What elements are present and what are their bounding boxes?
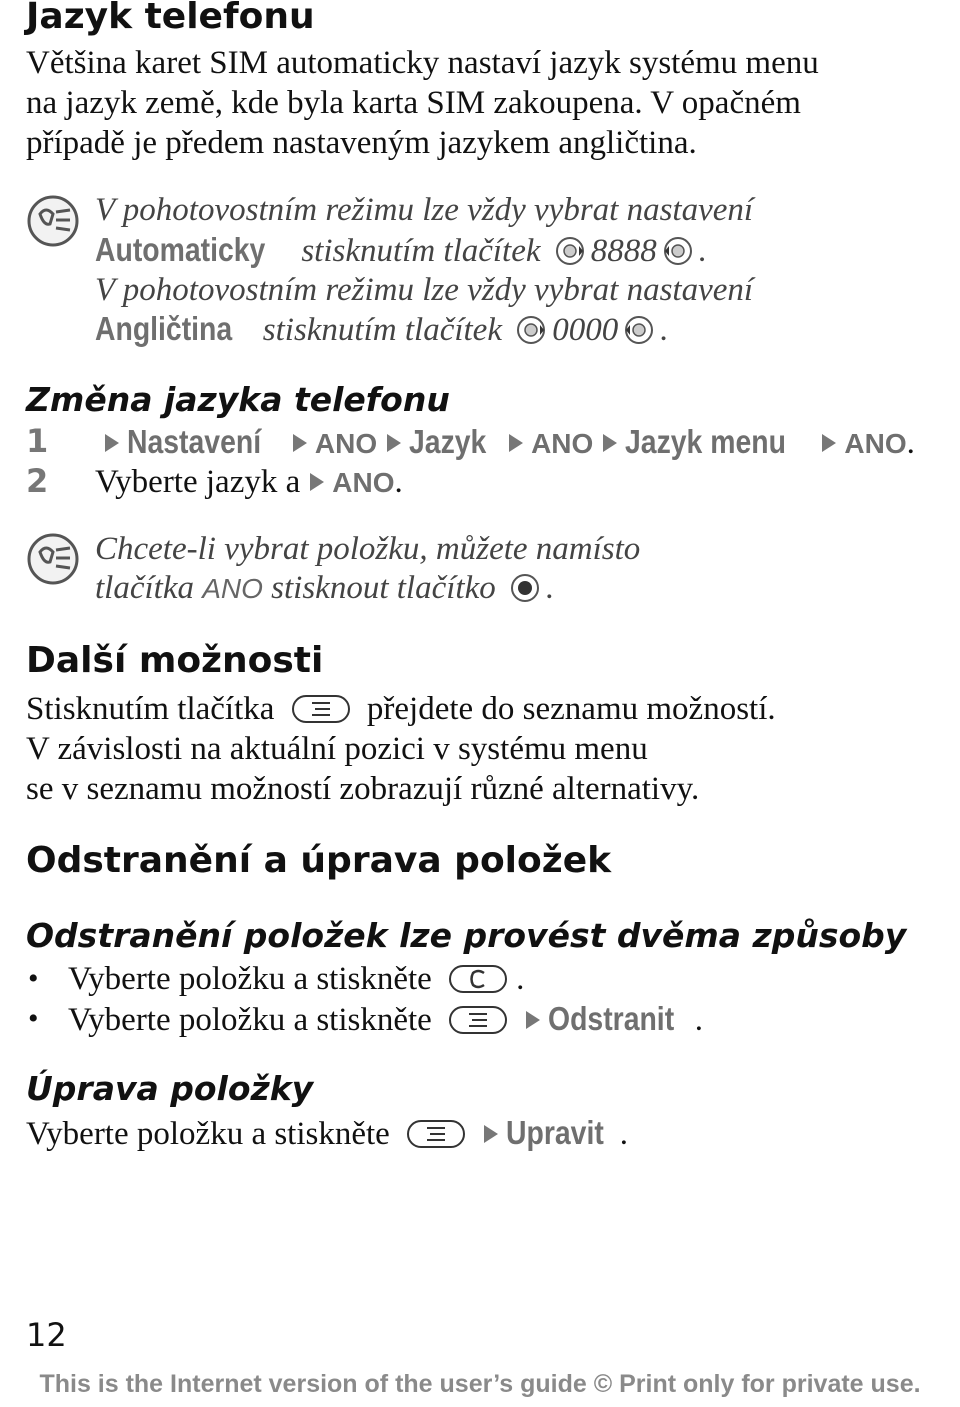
page-number: 12: [26, 1316, 67, 1354]
step-label: Vyberte jazyk a: [95, 464, 301, 500]
arrow-icon: [509, 434, 523, 452]
step-path: Nastavení ANO Jazyk ANO Jazyk menu ANO.: [95, 422, 915, 464]
nav-key-right-icon: [516, 315, 546, 345]
nav-key-right-icon: [555, 236, 585, 266]
paragraph-text: přejdete do seznamu možností.: [366, 691, 776, 727]
paragraph-line: Vyberte položku a stiskněte Upravit .: [26, 1114, 629, 1152]
paragraph-line: V závislosti na aktuální pozici v systému menu: [26, 731, 648, 767]
menu-item: Nastavení: [127, 423, 262, 460]
bullet-text: Vyberte položku a stiskněte: [68, 1002, 432, 1038]
paragraph-line: Většina karet SIM automaticky nastaví jazyk systému menu: [26, 45, 819, 81]
tip-icon: [26, 532, 80, 586]
nav-key-center-icon: [510, 573, 540, 603]
arrow-icon: [526, 1011, 540, 1029]
tip-line: Angličtina stisknutím tlačítek 0000 .: [95, 310, 669, 348]
arrow-icon: [603, 434, 617, 452]
menu-item-upravit: Upravit: [506, 1114, 604, 1151]
softkey-label: ANO: [202, 573, 263, 604]
key-code: 8888: [590, 233, 657, 269]
tip-text: stisknutím tlačítek: [262, 312, 502, 348]
tip-line: Automaticky stisknutím tlačítek 8888 .: [95, 231, 708, 269]
paragraph-line: případě je předem nastaveným jazykem angličtina.: [26, 125, 697, 161]
arrow-icon: [105, 434, 119, 452]
subsection-title-delete: Odstranění položek lze provést dvěma způsoby: [26, 916, 907, 955]
paragraph-line: [26, 689, 776, 729]
tip-text: tlačítka: [95, 570, 194, 606]
softkey-label: ANO: [844, 428, 907, 459]
menu-item: Jazyk menu: [625, 423, 787, 460]
tip-line: V pohotovostním režimu lze vždy vybrat nastavení: [95, 272, 754, 308]
paragraph-text: Vyberte položku a stiskněte: [26, 1116, 390, 1152]
paragraph-line: se v seznamu možností zobrazují různé alternativy.: [26, 771, 700, 807]
section-title-more-options: Další možnosti: [26, 640, 324, 681]
options-key-icon: [291, 694, 351, 724]
footer-note: This is the Internet version of the user’s guide © Print only for private use.: [39, 1370, 921, 1398]
tip-icon: [26, 194, 80, 248]
bullet-item: Vyberte položku a stiskněte Odstranit .: [68, 1000, 704, 1038]
key-code: 0000: [552, 312, 619, 348]
softkey-label: ANO: [314, 428, 378, 459]
menu-item-odstranit: Odstranit: [548, 1000, 675, 1037]
menu-item-anglictina: Angličtina: [95, 310, 233, 347]
arrow-icon: [387, 434, 401, 452]
softkey-label: ANO: [332, 467, 395, 498]
menu-item: Jazyk: [409, 423, 487, 460]
arrow-icon: [822, 434, 836, 452]
tip-line: Chcete-li vybrat položku, můžete namísto: [95, 531, 641, 567]
paragraph-line: na jazyk země, kde byla karta SIM zakoupena. V opačném: [26, 85, 801, 121]
options-key-icon: [406, 1119, 466, 1149]
nav-key-left-icon: [663, 236, 693, 266]
step-number: 2: [26, 462, 49, 500]
section-title-language: Jazyk telefonu: [26, 0, 315, 37]
clear-key-icon: [448, 964, 508, 994]
step-text: Vyberte jazyk a ANO.: [95, 464, 403, 500]
menu-item-automaticky: Automaticky: [95, 231, 266, 268]
section-title-delete-edit: Odstranění a úprava položek: [26, 840, 612, 881]
bullet: •: [28, 1002, 39, 1035]
bullet-text: Vyberte položku a stiskněte: [68, 961, 432, 997]
arrow-icon: [293, 434, 307, 452]
bullet-item: Vyberte položku a stiskněte .: [68, 961, 525, 997]
bullet: •: [28, 962, 39, 995]
subsection-title-edit: Úprava položky: [26, 1069, 314, 1108]
options-key-icon: [448, 1005, 508, 1035]
paragraph-text: Stisknutím tlačítka: [26, 691, 275, 727]
tip-text: stisknutím tlačítek: [301, 233, 541, 269]
tip-line: tlačítka ANO stisknout tlačítko .: [95, 570, 555, 606]
arrow-icon: [310, 473, 324, 491]
tip-text: stisknout tlačítko: [271, 570, 496, 606]
tip-line: V pohotovostním režimu lze vždy vybrat nastavení: [95, 192, 754, 228]
nav-key-left-icon: [624, 315, 654, 345]
arrow-icon: [484, 1125, 498, 1143]
section-title-change-language: Změna jazyka telefonu: [26, 380, 450, 419]
step-number: 1: [26, 422, 49, 460]
softkey-label: ANO: [531, 428, 594, 459]
